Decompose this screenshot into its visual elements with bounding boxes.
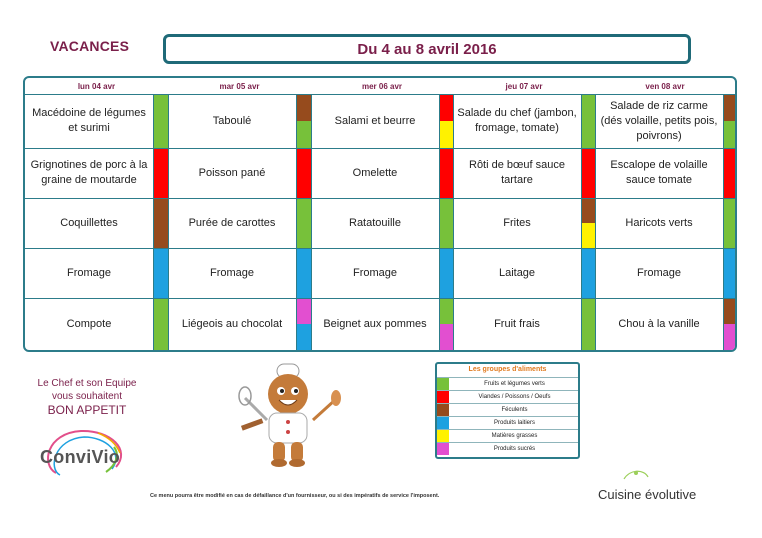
food-group-marker [439, 121, 453, 148]
row-divider [25, 298, 735, 299]
column-divider [168, 94, 169, 350]
column-divider [439, 94, 440, 350]
food-group-marker [439, 298, 453, 324]
column-divider [723, 94, 724, 350]
dish-cell: Macédoine de légumes et surimi [32, 107, 146, 134]
legend-item [437, 390, 578, 403]
food-group-marker [723, 298, 735, 324]
legend-swatch [437, 390, 449, 403]
dish-cell: Rôti de bœuf sauce tartare [469, 159, 565, 186]
column-divider [311, 94, 312, 350]
column-divider [595, 94, 596, 350]
dish-cell: Escalope de volaille sauce tomate [610, 159, 708, 186]
food-group-marker [439, 248, 453, 298]
dish-cell: Beignet aux pommes [323, 317, 427, 330]
row-divider [25, 248, 735, 249]
dish-cell: Compote [66, 317, 112, 330]
food-group-marker [581, 94, 595, 148]
legend-swatch [437, 442, 449, 455]
legend-divider [437, 442, 578, 443]
legend-swatch [437, 403, 449, 416]
date-range-banner [163, 34, 691, 64]
food-group-marker [723, 248, 735, 298]
food-group-marker [581, 148, 595, 198]
bon-appetit-text: BON APPETIT [47, 403, 127, 417]
dish-cell: Salade de riz carme (dés volaille, petits pois, poivrons) [600, 99, 718, 142]
chef-message-line2: vous souhaitent [51, 391, 123, 402]
food-group-marker [296, 198, 311, 248]
legend-label: Produits sucrés [493, 445, 536, 452]
food-group-marker [153, 248, 168, 298]
dish-cell: Salade du chef (jambon, fromage, tomate) [457, 107, 577, 134]
food-group-marker [723, 198, 735, 248]
legend-item [437, 416, 578, 429]
legend-divider [437, 377, 578, 378]
food-group-marker [153, 148, 168, 198]
legend-swatch [437, 429, 449, 442]
footnote: Ce menu pourra être modifié en cas de défaillance d'un fournisseur, ou si des impératifs de service l'imposent. [150, 493, 440, 499]
row-divider [25, 148, 735, 149]
food-group-marker [153, 94, 168, 148]
food-group-marker [439, 324, 453, 350]
food-group-marker [723, 324, 735, 350]
day-header: ven 08 avr [645, 81, 685, 91]
column-divider [581, 94, 582, 350]
dish-cell: Omelette [352, 166, 398, 179]
convivio-logo-text: ConviVio [40, 447, 121, 467]
day-header: jeu 07 avr [505, 81, 543, 91]
dish-cell: Fromage [209, 266, 255, 279]
food-groups-legend [435, 362, 580, 459]
legend-label: Féculents [501, 406, 528, 413]
legend-swatch [437, 416, 449, 429]
day-header: mar 05 avr [219, 81, 260, 91]
food-group-marker [581, 248, 595, 298]
legend-divider [437, 416, 578, 417]
food-group-marker [296, 298, 311, 324]
legend-label: Viandes / Poissons / Oeufs [478, 393, 551, 400]
legend-label: Produits laitiers [493, 419, 535, 426]
date-range-text: Du 4 au 8 avril 2016 [357, 40, 497, 58]
cuisine-evolutive-logo-text: Cuisine évolutive [598, 487, 697, 502]
food-group-marker [296, 121, 311, 148]
food-group-marker [296, 248, 311, 298]
dish-cell: Haricots verts [625, 216, 693, 229]
dish-cell: Ratatouille [349, 216, 401, 229]
food-group-marker [439, 148, 453, 198]
legend-divider [437, 429, 578, 430]
legend-divider [437, 390, 578, 391]
legend-item [437, 377, 578, 390]
food-group-marker [581, 223, 595, 248]
food-group-marker [581, 298, 595, 350]
food-group-marker [296, 94, 311, 121]
row-divider [25, 198, 735, 199]
column-divider [153, 94, 154, 350]
legend-item [437, 429, 578, 442]
dish-cell: Liégeois au chocolat [181, 317, 283, 330]
dish-cell: Grignotines de porc à la graine de moutarde [30, 159, 148, 186]
day-header: mer 06 avr [361, 81, 403, 91]
food-group-marker [723, 94, 735, 121]
food-group-marker [296, 148, 311, 198]
dish-cell: Chou à la vanille [618, 317, 700, 330]
dish-cell: Fromage [352, 266, 398, 279]
food-group-marker [723, 148, 735, 198]
legend-item [437, 403, 578, 416]
food-group-marker [723, 121, 735, 148]
dish-cell: Salami et beurre [334, 114, 416, 127]
dish-cell: Fruit frais [494, 317, 540, 330]
food-group-marker [153, 198, 168, 248]
dish-cell: Coquillettes [60, 216, 118, 229]
food-group-marker [439, 198, 453, 248]
legend-divider [437, 403, 578, 404]
food-group-marker [581, 198, 595, 223]
column-divider [453, 94, 454, 350]
legend-item [437, 442, 578, 455]
legend-label: Fruits et légumes verts [484, 380, 545, 387]
dish-cell: Fromage [636, 266, 682, 279]
food-group-marker [296, 324, 311, 350]
column-divider [296, 94, 297, 350]
chef-message [22, 377, 152, 417]
dish-cell: Purée de carottes [188, 216, 276, 229]
dish-cell: Taboulé [212, 114, 252, 127]
chef-mascot-icon [235, 358, 345, 470]
food-group-marker [153, 298, 168, 350]
vacances-title: VACANCES [50, 38, 130, 54]
legend-label: Matières grasses [491, 432, 538, 439]
day-header: lun 04 avr [77, 81, 116, 91]
legend-title: Les groupes d'aliments [468, 366, 547, 373]
food-group-marker [439, 94, 453, 121]
dish-cell: Laitage [498, 266, 536, 279]
dish-cell: Fromage [66, 266, 112, 279]
chef-message-line1: Le Chef et son Equipe [37, 378, 137, 389]
dish-cell: Frites [503, 216, 531, 229]
row-divider [25, 94, 735, 95]
weekly-menu-table [23, 76, 737, 352]
legend-swatch [437, 377, 449, 390]
dish-cell: Poisson pané [198, 166, 266, 179]
